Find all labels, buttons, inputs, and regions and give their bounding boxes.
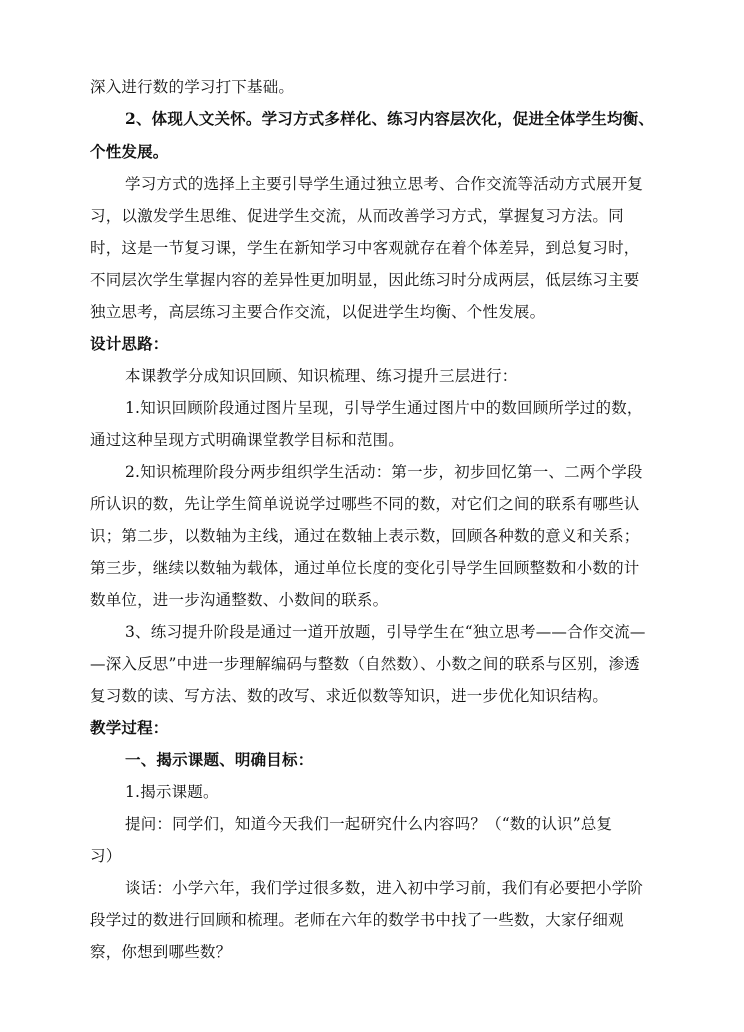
paragraph-line: 深入进行数的学习打下基础。 [90, 78, 295, 96]
paragraph-line: 识；第二步，以数轴为主线，通过在数轴上表示数，回顾各种数的意义和关系； [90, 527, 640, 545]
section-title: 教学过程： [90, 718, 169, 737]
paragraph-line: 不同层次学生掌握内容的差异性更加明显，因此练习时分成两层，低层练习主要 [90, 271, 640, 289]
paragraph-line: 所认识的数，先让学生简单说说学过哪些不同的数，对它们之间的联系有哪些认 [90, 495, 640, 513]
paragraph-line: 察，你想到哪些数？ [90, 943, 232, 961]
section-title: 设计思路： [90, 334, 169, 353]
paragraph-line: 习） [90, 847, 122, 865]
section-heading-line: 一、揭示课题、明确目标： [125, 750, 314, 769]
paragraph-line: 数单位，进一步沟通整数、小数间的联系。 [90, 591, 389, 609]
paragraph-line: 通过这种呈现方式明确课堂教学目标和范围。 [90, 431, 405, 449]
section-heading-line: 2、体现人文关怀。学习方式多样化、练习内容层次化，促进全体学生均衡、 [125, 109, 655, 128]
paragraph-line: 复习数的读、写方法、数的改写、求近似数等知识，进一步优化知识结构。 [90, 687, 609, 705]
paragraph-line: 段学过的数进行回顾和梳理。老师在六年的数学书中找了一些数，大家仔细观 [90, 911, 624, 929]
paragraph-line: 谈话：小学六年，我们学过很多数，进入初中学习前，我们有必要把小学阶 [125, 879, 644, 897]
section-heading-line: 个性发展。 [90, 142, 169, 161]
paragraph-line: 本课教学分成知识回顾、知识梳理、练习提升三层进行： [125, 367, 518, 385]
paragraph-line: 1.知识回顾阶段通过图片呈现，引导学生通过图片中的数回顾所学过的数， [125, 399, 643, 417]
paragraph-line: 时，这是一节复习课，学生在新知学习中客观就存在着个体差异，到总复习时， [90, 239, 640, 257]
paragraph-line: —深入反思”中进一步理解编码与整数（自然数）、小数之间的联系与区别，渗透 [90, 655, 640, 673]
paragraph-line: 1.揭示课题。 [125, 783, 219, 801]
paragraph-line: 独立思考，高层练习主要合作交流，以促进学生均衡、个性发展。 [90, 303, 546, 321]
paragraph-line: 3、练习提升阶段是通过一道开放题，引导学生在“独立思考——合作交流— [125, 623, 646, 641]
paragraph-line: 学习方式的选择上主要引导学生通过独立思考、合作交流等活动方式展开复 [125, 175, 644, 193]
paragraph-line: 2.知识梳理阶段分两步组织学生活动：第一步，初步回忆第一、二两个学段 [125, 463, 643, 481]
paragraph-line: 提问：同学们，知道今天我们一起研究什么内容吗？（“数的认识”总复 [125, 815, 613, 833]
paragraph-line: 第三步，继续以数轴为载体，通过单位长度的变化引导学生回顾整数和小数的计 [90, 559, 640, 577]
paragraph-line: 习，以激发学生思维、促进学生交流，从而改善学习方式，掌握复习方法。同 [90, 207, 624, 225]
